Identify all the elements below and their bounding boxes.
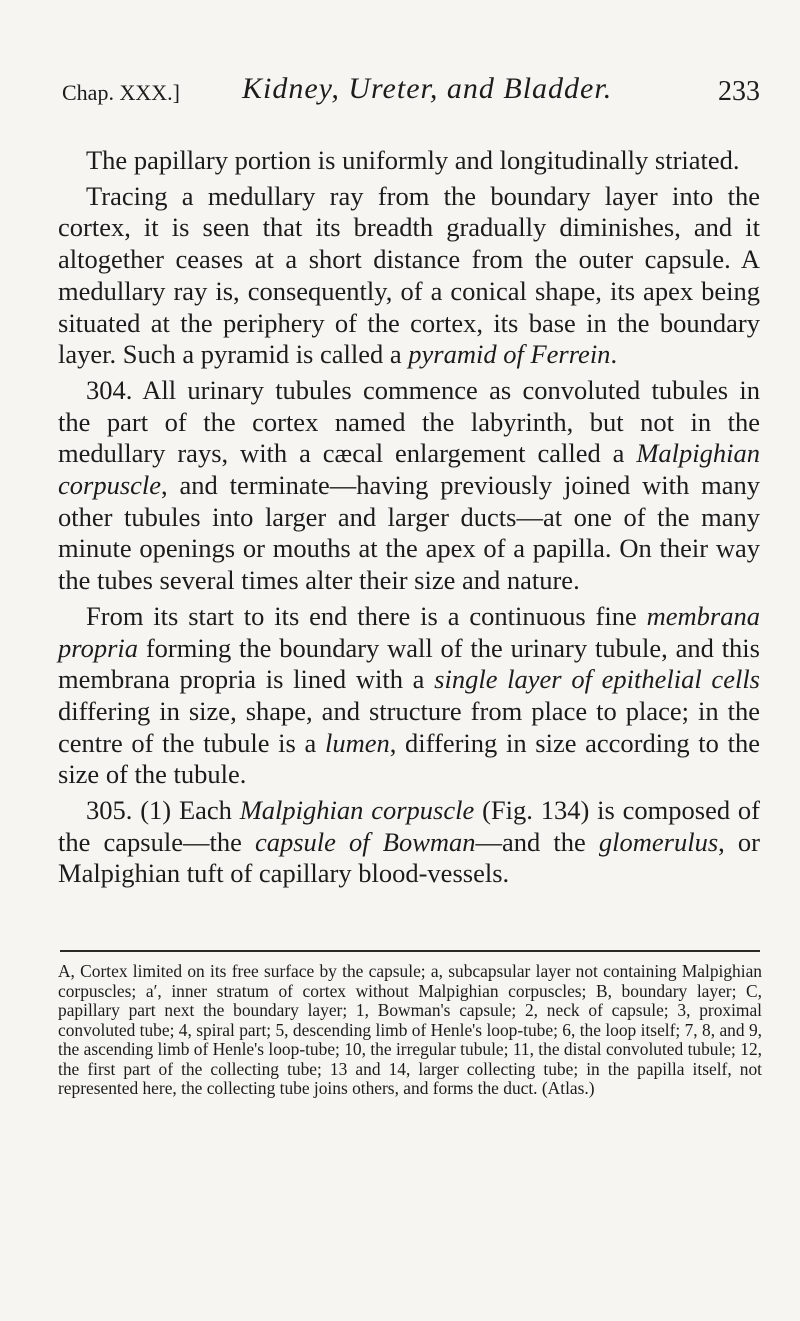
term-malpighian-corpuscle-2: Malpighian corpuscle: [239, 795, 475, 826]
paragraph-membrana-propria: From its start to its end there is a continuous fine membrana propria forming the boundary wall of the urinary tubule, and this membrana propria is lined with a single layer of epithelial cells differing in size, shape, and structure from place to place; in the centre of the tubule is a lumen, differing in size according to the size of the tubule.: [58, 600, 760, 790]
paragraph-304: 304. All urinary tubules commence as convoluted tubules in the part of the cortex named the labyrinth, but not in the medullary rays, with a cæcal enlargement called a Malpighian corpuscle, and terminate—having previously joined with many other tubules into larger and larger ducts—at one of the many minute openings or mouths at the apex of a papilla. On their way the tubes several times alter their size and nature.: [58, 374, 760, 596]
figure-caption: A, Cortex limited on its free surface by the capsule; a, subcapsular layer not containing Malpighian corpuscles; a′, inner stratum of cortex without Malpighian corpuscles; B, boundary layer; C, papillary part next the boundary layer; 1, Bowman's capsule; 2, neck of capsule; 3, proximal convoluted tube; 4, spiral part; 5, descending limb of Henle's loop-tube; 6, the loop itself; 7, 8, and 9, the ascending limb of Henle's loop-tube; 10, the irregular tubule; 11, the distal convoluted tubule; 12, the first part of the collecting tube; 13 and 14, larger collecting tube; in the papilla itself, not represented here, the collecting tube joins others, and forms the duct. (Atlas.): [58, 961, 762, 1098]
body-text: [58, 145, 760, 890]
footnote-rule: [60, 950, 760, 952]
paragraph-305: 305. (1) Each Malpighian corpuscle (Fig. 134) is composed of the capsule—the capsule of Bowman—and the glomerulus, or Malpighian tuft of capillary blood-vessels.: [58, 795, 760, 889]
running-title: Kidney, Ureter, and Bladder.: [242, 72, 613, 105]
term-membrana-propria: membrana propria: [58, 600, 760, 663]
term-single-layer: single layer of epithelial cells: [434, 664, 760, 695]
term-malpighian-corpuscle: Malpighian corpuscle: [58, 438, 760, 501]
term-glomerulus: glomerulus: [598, 826, 719, 857]
chapter-label: Chap. XXX.]: [62, 80, 180, 105]
term-lumen: lumen: [324, 727, 390, 758]
page-header: [62, 70, 760, 110]
term-capsule-of-bowman: capsule of Bowman: [254, 826, 476, 857]
paragraph-papillary: The papillary portion is uniformly and longitudinally striated.: [86, 145, 740, 175]
paragraph-medullary-ray: Tracing a medullary ray from the boundary layer into the cortex, it is seen that its breadth gradually diminishes, and it altogether ceases at a short distance from the outer capsule. A medullary ray is, consequently, of a conical shape, its apex being situated at the periphery of the cortex, its base in the boundary layer. Such a pyramid is called a pyramid of Ferrein.: [58, 180, 760, 370]
page-number: 233: [718, 76, 760, 107]
term-pyramid-of-ferrein: pyramid of Ferrein: [408, 339, 611, 370]
